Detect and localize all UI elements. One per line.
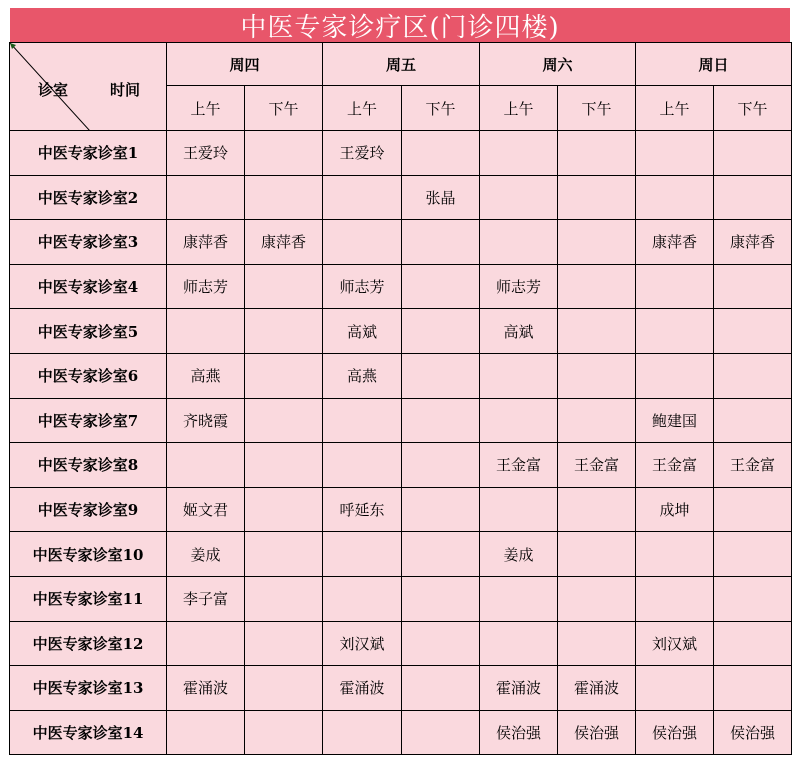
doctor-cell bbox=[245, 264, 323, 309]
doctor-cell bbox=[245, 398, 323, 443]
doctor-cell bbox=[323, 532, 402, 577]
doctor-cell bbox=[636, 264, 714, 309]
schedule-body bbox=[10, 131, 792, 755]
doctor-cell bbox=[714, 131, 792, 176]
day-header: 周六 bbox=[480, 43, 636, 86]
room-label: 中医专家诊室3 bbox=[10, 220, 167, 265]
corner-header-cell bbox=[10, 43, 167, 131]
half-day-header: 上午 bbox=[323, 86, 402, 131]
doctor-cell bbox=[402, 220, 480, 265]
table-row bbox=[10, 220, 792, 265]
doctor-cell bbox=[558, 264, 636, 309]
table-row bbox=[10, 264, 792, 309]
doctor-cell bbox=[167, 621, 245, 666]
doctor-cell: 刘汉斌 bbox=[636, 621, 714, 666]
doctor-cell bbox=[714, 576, 792, 621]
doctor-cell bbox=[636, 666, 714, 711]
doctor-cell bbox=[636, 532, 714, 577]
doctor-cell bbox=[636, 576, 714, 621]
doctor-cell: 李子富 bbox=[167, 576, 245, 621]
doctor-cell: 师志芳 bbox=[480, 264, 558, 309]
doctor-cell: 王爱玲 bbox=[167, 131, 245, 176]
table-row bbox=[10, 532, 792, 577]
half-day-header: 上午 bbox=[636, 86, 714, 131]
doctor-cell bbox=[245, 487, 323, 532]
day-header: 周日 bbox=[636, 43, 792, 86]
doctor-cell: 高燕 bbox=[167, 353, 245, 398]
doctor-cell: 张晶 bbox=[402, 175, 480, 220]
table-row bbox=[10, 175, 792, 220]
doctor-cell bbox=[245, 131, 323, 176]
doctor-cell bbox=[402, 532, 480, 577]
doctor-cell bbox=[480, 621, 558, 666]
diagonal-divider bbox=[10, 43, 167, 131]
doctor-cell: 霍涌波 bbox=[558, 666, 636, 711]
half-day-header: 上午 bbox=[480, 86, 558, 131]
doctor-cell bbox=[402, 443, 480, 488]
doctor-cell bbox=[402, 666, 480, 711]
room-label: 中医专家诊室2 bbox=[10, 175, 167, 220]
doctor-cell: 康萍香 bbox=[167, 220, 245, 265]
doctor-cell bbox=[558, 398, 636, 443]
room-label: 中医专家诊室9 bbox=[10, 487, 167, 532]
corner-time-label: 时间 bbox=[110, 81, 141, 99]
doctor-cell bbox=[245, 532, 323, 577]
half-day-header: 下午 bbox=[402, 86, 480, 131]
doctor-cell bbox=[558, 621, 636, 666]
doctor-cell bbox=[245, 175, 323, 220]
room-label: 中医专家诊室7 bbox=[10, 398, 167, 443]
doctor-cell: 呼延东 bbox=[323, 487, 402, 532]
doctor-cell: 高燕 bbox=[323, 353, 402, 398]
day-header: 周五 bbox=[323, 43, 480, 86]
doctor-cell bbox=[402, 264, 480, 309]
doctor-cell bbox=[323, 175, 402, 220]
doctor-cell bbox=[245, 666, 323, 711]
table-row bbox=[10, 309, 792, 354]
doctor-cell: 齐晓霞 bbox=[167, 398, 245, 443]
doctor-cell: 姜成 bbox=[167, 532, 245, 577]
doctor-cell: 王金富 bbox=[558, 443, 636, 488]
room-label: 中医专家诊室12 bbox=[10, 621, 167, 666]
doctor-cell: 师志芳 bbox=[167, 264, 245, 309]
doctor-cell: 刘汉斌 bbox=[323, 621, 402, 666]
doctor-cell bbox=[245, 443, 323, 488]
doctor-cell: 侯治强 bbox=[636, 710, 714, 755]
table-row bbox=[10, 443, 792, 488]
doctor-cell bbox=[558, 487, 636, 532]
doctor-cell bbox=[714, 621, 792, 666]
doctor-cell: 成坤 bbox=[636, 487, 714, 532]
table-row bbox=[10, 398, 792, 443]
table-row bbox=[10, 576, 792, 621]
doctor-cell bbox=[636, 175, 714, 220]
doctor-cell bbox=[402, 353, 480, 398]
doctor-cell bbox=[558, 576, 636, 621]
room-label: 中医专家诊室6 bbox=[10, 353, 167, 398]
half-day-header: 上午 bbox=[167, 86, 245, 131]
doctor-cell: 康萍香 bbox=[714, 220, 792, 265]
doctor-cell bbox=[167, 710, 245, 755]
doctor-cell: 霍涌波 bbox=[480, 666, 558, 711]
half-day-header: 下午 bbox=[714, 86, 792, 131]
doctor-cell bbox=[323, 220, 402, 265]
doctor-cell: 霍涌波 bbox=[323, 666, 402, 711]
doctor-cell bbox=[636, 309, 714, 354]
doctor-cell bbox=[714, 532, 792, 577]
doctor-cell bbox=[714, 487, 792, 532]
doctor-cell bbox=[636, 131, 714, 176]
doctor-cell bbox=[480, 576, 558, 621]
doctor-cell bbox=[402, 309, 480, 354]
room-label: 中医专家诊室1 bbox=[10, 131, 167, 176]
doctor-cell bbox=[714, 175, 792, 220]
doctor-cell bbox=[480, 353, 558, 398]
room-label: 中医专家诊室8 bbox=[10, 443, 167, 488]
table-row bbox=[10, 666, 792, 711]
doctor-cell bbox=[323, 576, 402, 621]
doctor-cell bbox=[167, 309, 245, 354]
doctor-cell bbox=[245, 710, 323, 755]
doctor-cell bbox=[480, 220, 558, 265]
doctor-cell bbox=[323, 443, 402, 488]
doctor-cell: 王金富 bbox=[636, 443, 714, 488]
doctor-cell bbox=[245, 309, 323, 354]
table-row bbox=[10, 710, 792, 755]
doctor-cell bbox=[245, 353, 323, 398]
doctor-cell bbox=[323, 398, 402, 443]
doctor-cell bbox=[558, 309, 636, 354]
doctor-cell: 侯治强 bbox=[558, 710, 636, 755]
doctor-cell: 姬文君 bbox=[167, 487, 245, 532]
doctor-cell: 康萍香 bbox=[245, 220, 323, 265]
doctor-cell bbox=[167, 175, 245, 220]
doctor-cell bbox=[558, 220, 636, 265]
room-label: 中医专家诊室14 bbox=[10, 710, 167, 755]
schedule-table bbox=[9, 42, 792, 755]
doctor-cell: 王金富 bbox=[714, 443, 792, 488]
day-header: 周四 bbox=[167, 43, 323, 86]
doctor-cell bbox=[714, 264, 792, 309]
room-label: 中医专家诊室11 bbox=[10, 576, 167, 621]
doctor-cell bbox=[402, 398, 480, 443]
doctor-cell bbox=[636, 353, 714, 398]
doctor-cell: 王金富 bbox=[480, 443, 558, 488]
doctor-cell bbox=[714, 666, 792, 711]
doctor-cell bbox=[480, 487, 558, 532]
doctor-cell: 康萍香 bbox=[636, 220, 714, 265]
doctor-cell bbox=[402, 621, 480, 666]
doctor-cell bbox=[402, 710, 480, 755]
doctor-cell bbox=[402, 131, 480, 176]
doctor-cell bbox=[245, 576, 323, 621]
table-row bbox=[10, 353, 792, 398]
doctor-cell: 侯治强 bbox=[480, 710, 558, 755]
doctor-cell: 高斌 bbox=[480, 309, 558, 354]
table-row bbox=[10, 621, 792, 666]
doctor-cell: 霍涌波 bbox=[167, 666, 245, 711]
doctor-cell: 高斌 bbox=[323, 309, 402, 354]
doctor-cell bbox=[480, 398, 558, 443]
doctor-cell: 侯治强 bbox=[714, 710, 792, 755]
corner-room-label: 诊室 bbox=[38, 81, 69, 99]
doctor-cell bbox=[558, 353, 636, 398]
doctor-cell bbox=[714, 353, 792, 398]
table-row bbox=[10, 131, 792, 176]
doctor-cell bbox=[402, 576, 480, 621]
doctor-cell bbox=[558, 131, 636, 176]
page-title: 中医专家诊疗区(门诊四楼) bbox=[10, 8, 790, 42]
doctor-cell bbox=[480, 175, 558, 220]
doctor-cell bbox=[323, 710, 402, 755]
doctor-cell bbox=[558, 532, 636, 577]
doctor-cell bbox=[245, 621, 323, 666]
doctor-cell bbox=[714, 398, 792, 443]
room-label: 中医专家诊室4 bbox=[10, 264, 167, 309]
doctor-cell bbox=[480, 131, 558, 176]
room-label: 中医专家诊室13 bbox=[10, 666, 167, 711]
doctor-cell bbox=[167, 443, 245, 488]
room-label: 中医专家诊室5 bbox=[10, 309, 167, 354]
half-day-header: 下午 bbox=[245, 86, 323, 131]
doctor-cell: 王爱玲 bbox=[323, 131, 402, 176]
doctor-cell: 师志芳 bbox=[323, 264, 402, 309]
half-day-header: 下午 bbox=[558, 86, 636, 131]
doctor-cell: 鲍建国 bbox=[636, 398, 714, 443]
table-row bbox=[10, 487, 792, 532]
doctor-cell bbox=[714, 309, 792, 354]
doctor-cell: 姜成 bbox=[480, 532, 558, 577]
room-label: 中医专家诊室10 bbox=[10, 532, 167, 577]
doctor-cell bbox=[558, 175, 636, 220]
doctor-cell bbox=[402, 487, 480, 532]
